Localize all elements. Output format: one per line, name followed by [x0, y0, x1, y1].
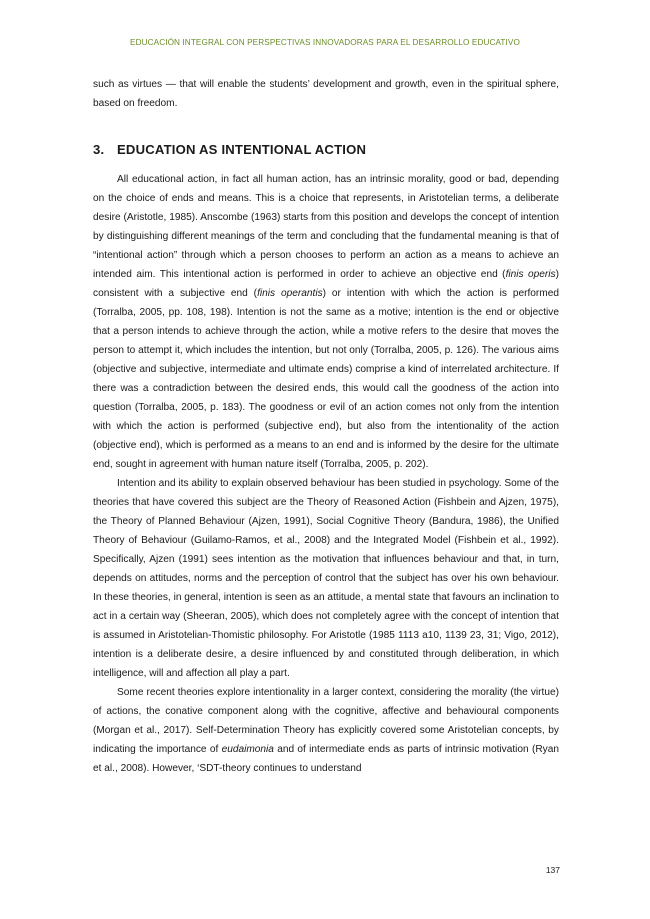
- intro-paragraph: such as virtues — that will enable the students’ development and growth, even in the spiritual sphere, based on freedom.: [93, 79, 559, 109]
- page-number: 137: [545, 865, 560, 875]
- section-number: 3.: [93, 142, 105, 157]
- body-paragraph-2: Intention and its ability to explain observed behaviour has been studied in psychology. Some of the theories that have covered this subject are the Theory of Reasoned Action (Fishbein and Ajzen, 1975), the Theory of Planned Behaviour (Ajzen, 1991), Social Cognitive Theory (Bandura, 1986), the Unified Theory of Behaviour (Guilamo-Ramos, et al., 2008) and the Integrated Model (Fishbein et al., 1992). Specifically, Ajzen (1991) sees intention as the motivation that influences behaviour and that, in turn, depends on attitudes, norms and the perception of control that the subject has over his own behaviour. In these theories, in general, intention is seen as an attitude, a mental state that favours an inclination to act in a certain way (Sheeran, 2005), which does not completely agree with the concept of intention that is assumed in Aristotelian-Thomistic philosophy. For Aristotle (1985 1113 a10, 1139 23, 31; Vigo, 2012), intention is a deliberate desire, a desire influenced by and constituted through deliberation, in which intelligence, will and affection all play a part.: [93, 478, 559, 679]
- paragraph-text: All educational action, in fact all human action, has an intrinsic morality, good or bad, depending on the choice of ends and means. This is a choice that represents, in Aristotelian terms, a deliberate desire (Aristotle, 1985). Anscombe (1963) starts from this position and develops the concept of intention by distinguishing different meanings of the term and concluding that the fundamental meaning is that of “intentional action” through which a person chooses to perform an action as a means to achieve an intended aim. This intentional action is performed in order to achieve an objective end (: [93, 174, 559, 280]
- body-paragraph-1: [93, 170, 559, 474]
- running-header: EDUCACIÓN INTEGRAL CON PERSPECTIVAS INNOVADORAS PARA EL DESARROLLO EDUCATIVO: [130, 38, 520, 47]
- paragraph-text: Some recent theories explore intentionality in a larger context, considering the morality (the virtue) of actions, the conative component along with the cognitive, affective and behavioural components (Morgan et al., 2017). Self-Determination Theory has explicitly covered some Aristotelian concepts, by indicating the importance of: [93, 687, 559, 755]
- paragraph-text: and of intermediate ends as parts of intrinsic motivation (Ryan et al., 2008). However, ‘SDT-theory continues to understand: [93, 744, 559, 774]
- body-paragraph-3: [93, 683, 559, 778]
- section-heading: [93, 141, 559, 159]
- section-title: EDUCATION AS INTENTIONAL ACTION: [117, 142, 367, 157]
- paragraph-text: ) consistent with a subjective end (: [93, 269, 559, 299]
- italic-term: finis operantis: [257, 288, 323, 299]
- italic-term: finis operis: [505, 269, 556, 280]
- page-body: [93, 75, 559, 778]
- paragraph-text: ) or intention with which the action is performed (Torralba, 2005, pp. 108, 198). Intention is not the same as a motive; intention is the end or objective that a person intends to achieve through the action, while a motive refers to the desire that moves the person to attempt it, which includes the intention, but not only (Torralba, 2005, p. 126). The various aims (objective and subjective, intermediate and ultimate ends) comprise a kind of interrelated architecture. If there was a contradiction between the desired ends, this would call the goodness of the action into question (Torralba, 2005, p. 183). The goodness or evil of an action comes not only from the intention with which the action is performed (subjective end), but also from the intentionality of the action (objective end), which is performed as a means to an end and is informed by the desire for the ultimate end, sought in agreement with human nature itself (Torralba, 2005, p. 202).: [93, 288, 560, 470]
- italic-term: eudaimonia: [221, 744, 274, 755]
